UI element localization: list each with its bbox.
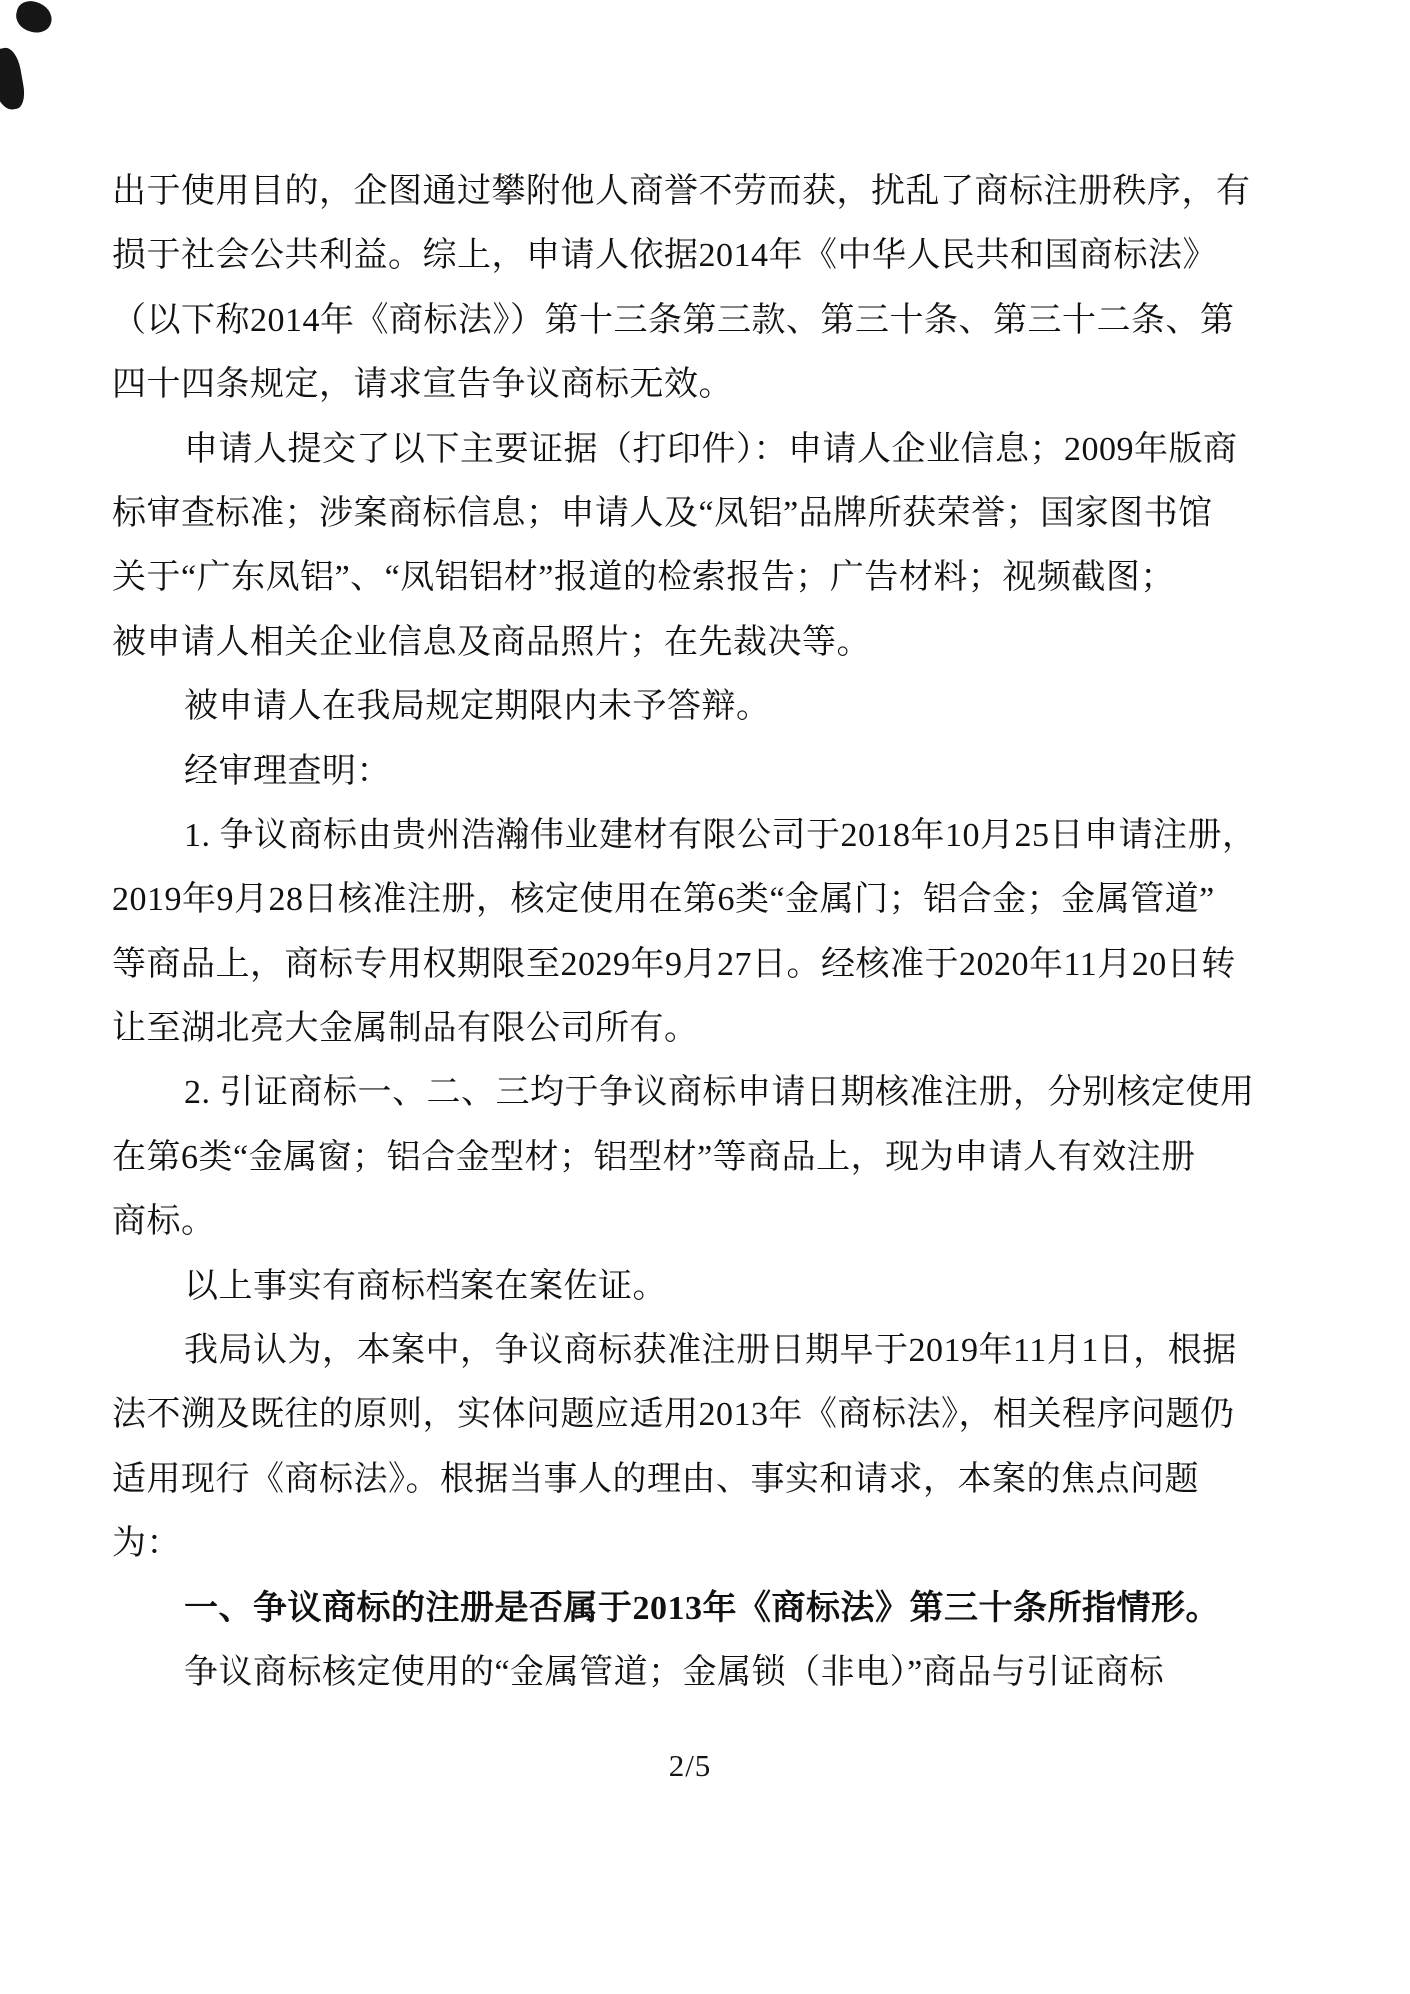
text-line: 我局认为，本案中，争议商标获准注册日期早于2019年11月1日，根据 <box>184 1332 1237 1370</box>
text-line: （以下称2014年《商标法》）第十三条第三款、第三十条、第三十二条、第 <box>112 301 1235 339</box>
text-line: 申请人提交了以下主要证据（打印件）：申请人企业信息；2009年版商 <box>184 430 1238 468</box>
text-line: 出于使用目的，企图通过攀附他人商誉不劳而获，扰乱了商标注册秩序，有 <box>112 173 1251 210</box>
text-line: 商标。 <box>112 1203 216 1241</box>
text-line: 标审查标准；涉案商标信息；申请人及“凤铝”品牌所获荣誉；国家图书馆 <box>112 494 1213 532</box>
text-line: 损于社会公共利益。综上，申请人依据2014年《中华人民共和国商标法》 <box>112 237 1217 275</box>
text-line: 1. 争议商标由贵州浩瀚伟业建材有限公司于2018年10月25日申请注册， <box>184 816 1257 854</box>
document-body <box>112 160 1292 1705</box>
text-line: 争议商标核定使用的“金属管道；金属锁（非电）”商品与引证商标 <box>184 1653 1165 1691</box>
text-line: 2. 引证商标一、二、三均于争议商标申请日期核准注册，分别核定使用 <box>184 1074 1255 1112</box>
text-line: 经审理查明： <box>184 752 391 790</box>
focus-issue-heading: 一、争议商标的注册是否属于2013年《商标法》第三十条所指情形。 <box>184 1589 1220 1627</box>
text-line: 法不溯及既往的原则，实体问题应适用2013年《商标法》，相关程序问题仍 <box>112 1396 1235 1434</box>
text-line: 被申请人在我局规定期限内未予答辩。 <box>184 688 771 726</box>
text-line: 等商品上，商标专用权期限至2029年9月27日。经核准于2020年11月20日转 <box>112 945 1236 983</box>
text-line: 关于“广东凤铝”、“凤铝铝材”报道的检索报告；广告材料；视频截图； <box>112 559 1175 597</box>
text-line: 让至湖北亮大金属制品有限公司所有。 <box>112 1010 699 1048</box>
text-line: 2019年9月28日核准注册，核定使用在第6类“金属门；铝合金；金属管道” <box>112 881 1215 919</box>
text-line: 四十四条规定，请求宣告争议商标无效。 <box>112 366 733 404</box>
scan-artifact <box>13 0 55 36</box>
text-line: 以上事实有商标档案在案佐证。 <box>184 1267 667 1305</box>
text-line: 在第6类“金属窗；铝合金型材；铝型材”等商品上，现为申请人有效注册 <box>112 1138 1196 1176</box>
text-line: 为： <box>112 1525 181 1563</box>
page-number: 2/5 <box>668 1748 712 1783</box>
text-line: 适用现行《商标法》。根据当事人的理由、事实和请求，本案的焦点问题 <box>112 1460 1199 1498</box>
scan-artifact <box>0 46 27 112</box>
text-line: 被申请人相关企业信息及商品照片；在先裁决等。 <box>112 623 871 661</box>
